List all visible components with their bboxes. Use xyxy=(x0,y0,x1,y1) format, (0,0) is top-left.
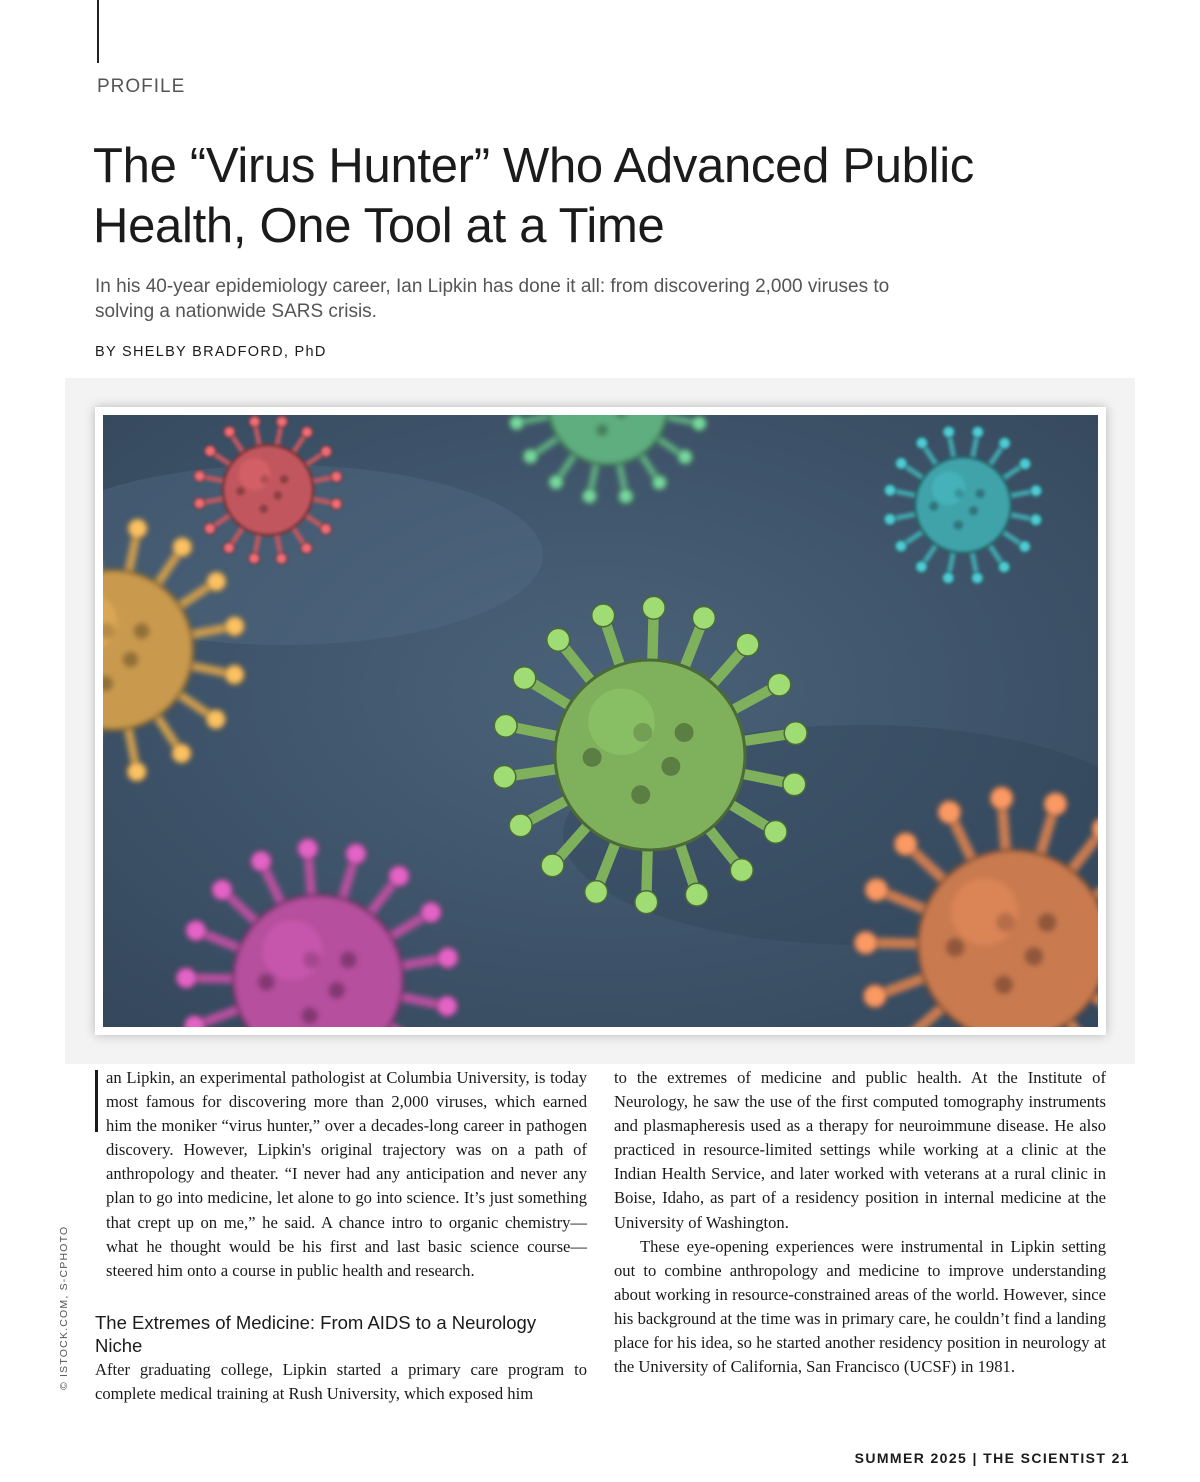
section-label: PROFILE xyxy=(97,76,186,97)
article-title: The “Virus Hunter” Who Advanced Public Health, One Tool at a Time xyxy=(93,139,975,253)
page-footer: SUMMER 2025 | THE SCIENTIST 21 xyxy=(854,1450,1130,1466)
drop-cap-i xyxy=(95,1070,98,1132)
body-paragraph: After graduating college, Lipkin started a primary care program to complete medical training at Rush University, which exposed him xyxy=(95,1359,587,1403)
top-rule xyxy=(97,0,99,63)
body-paragraph: to the extremes of medicine and public health. At the Institute of Neurology, he saw the use of the first computed tomography instruments and plasmapheresis used as a therapy for neuroimmune disease. He also practiced in resource-limited settings while working at a clinic at the Indian Health Service, and later worked with veterans at a rural clinic in Boise, Idaho, as part of a residency position in internal medicine at the University of Washington. xyxy=(614,1068,1106,1232)
body-paragraph xyxy=(95,1066,587,1283)
body-column-2 xyxy=(614,1066,1106,1379)
body-text: an Lipkin, an experimental pathologist at Columbia University, is today most famous for discovering more than 2,000 viruses, which earned him the moniker “virus hunter,” over a decades-long career in pathogen discovery. However, Lipkin's original trajectory was on a path of anthropology and theater. “I never had any anticipation and never any plan to go into medicine, let alone to go into science. It’s just something that crept up on me,” he said. A chance intro to organic chemistry—what he thought would be his first and last basic science course—steered him onto a course in public health and research. xyxy=(106,1068,587,1280)
virus-photo xyxy=(103,415,1098,1027)
photo-credit: © ISTOCK.COM, S-CPHOTO xyxy=(58,1225,70,1390)
byline: BY SHELBY BRADFORD, PhD xyxy=(95,344,327,360)
body-column-1 xyxy=(95,1066,587,1406)
body-paragraph: These eye-opening experiences were instrumental in Lipkin setting out to combine anthropology and medicine to improve understanding about working in resource-constrained areas of the world. However, since his background at the time was in primary care, he couldn’t find a landing place for his idea, so he started another residency position in neurology at the University of California, San Francisco (UCSF) in 1981. xyxy=(614,1236,1106,1377)
section-subhead: The Extremes of Medicine: From AIDS to a Neurology Niche xyxy=(95,1311,537,1356)
article-dek: In his 40-year epidemiology career, Ian Lipkin has done it all: from discovering 2,000 viruses to solving a nationwide SARS crisis. xyxy=(95,276,890,322)
